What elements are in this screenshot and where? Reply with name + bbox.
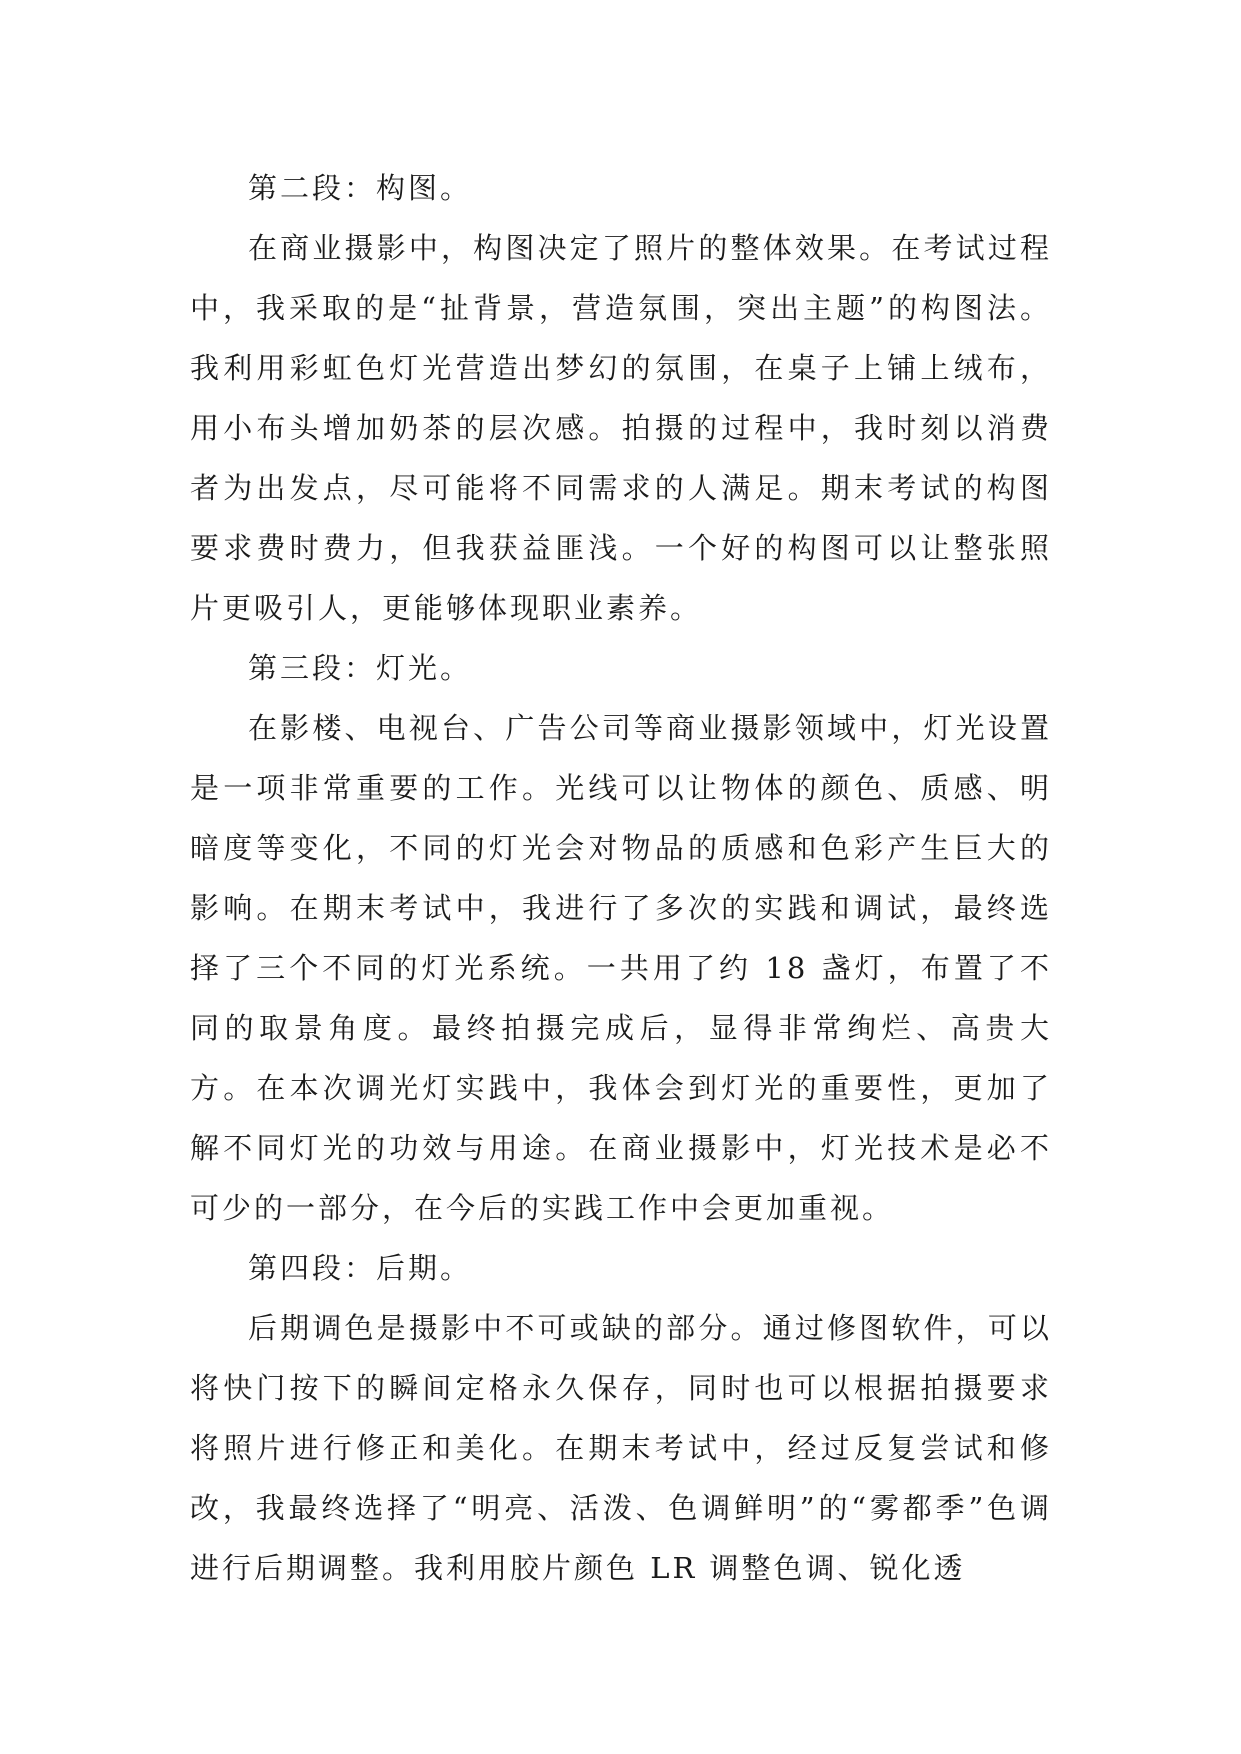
section-heading-lighting: 第三段：灯光。	[248, 651, 473, 685]
paragraph-lighting: 在影楼、电视台、广告公司等商业摄影领域中，灯光设置是一项非常重要的工作。光线可以让物体的颜色、质感、明暗度等变化，不同的灯光会对物品的质感和色彩产生巨大的影响。在期末考试中，我进行了多次的实践和调试，最终选择了三个不同的灯光系统。一共用了约 18 盏灯，布置了不同的取景角度。最终拍摄完成后，显得非常绚烂、高贵大方。在本次调光灯实践中，我体会到灯光的重要性，更加了解不同灯光的功效与用途。在商业摄影中，灯光技术是必不可少的一部分，在今后的实践工作中会更加重视。	[190, 711, 1052, 1225]
section-heading-post-processing: 第四段：后期。	[248, 1251, 473, 1285]
section-heading-composition: 第二段：构图。	[248, 171, 473, 205]
paragraph-post-processing: 后期调色是摄影中不可或缺的部分。通过修图软件，可以将快门按下的瞬间定格永久保存，同时也可以根据拍摄要求将照片进行修正和美化。在期末考试中，经过反复尝试和修改，我最终选择了“明亮、活泼、色调鲜明”的“雾都季”色调进行后期调整。我利用胶片颜色 LR 调整色调、锐化透	[190, 1311, 1052, 1585]
paragraph-composition: 在商业摄影中，构图决定了照片的整体效果。在考试过程中，我采取的是“扯背景，营造氛围，突出主题”的构图法。我利用彩虹色灯光营造出梦幻的氛围，在桌子上铺上绒布，用小布头增加奶茶的层次感。拍摄的过程中，我时刻以消费者为出发点，尽可能将不同需求的人满足。期末考试的构图要求费时费力，但我获益匪浅。一个好的构图可以让整张照片更吸引人，更能够体现职业素养。	[190, 231, 1052, 625]
document-body	[190, 158, 1052, 1598]
